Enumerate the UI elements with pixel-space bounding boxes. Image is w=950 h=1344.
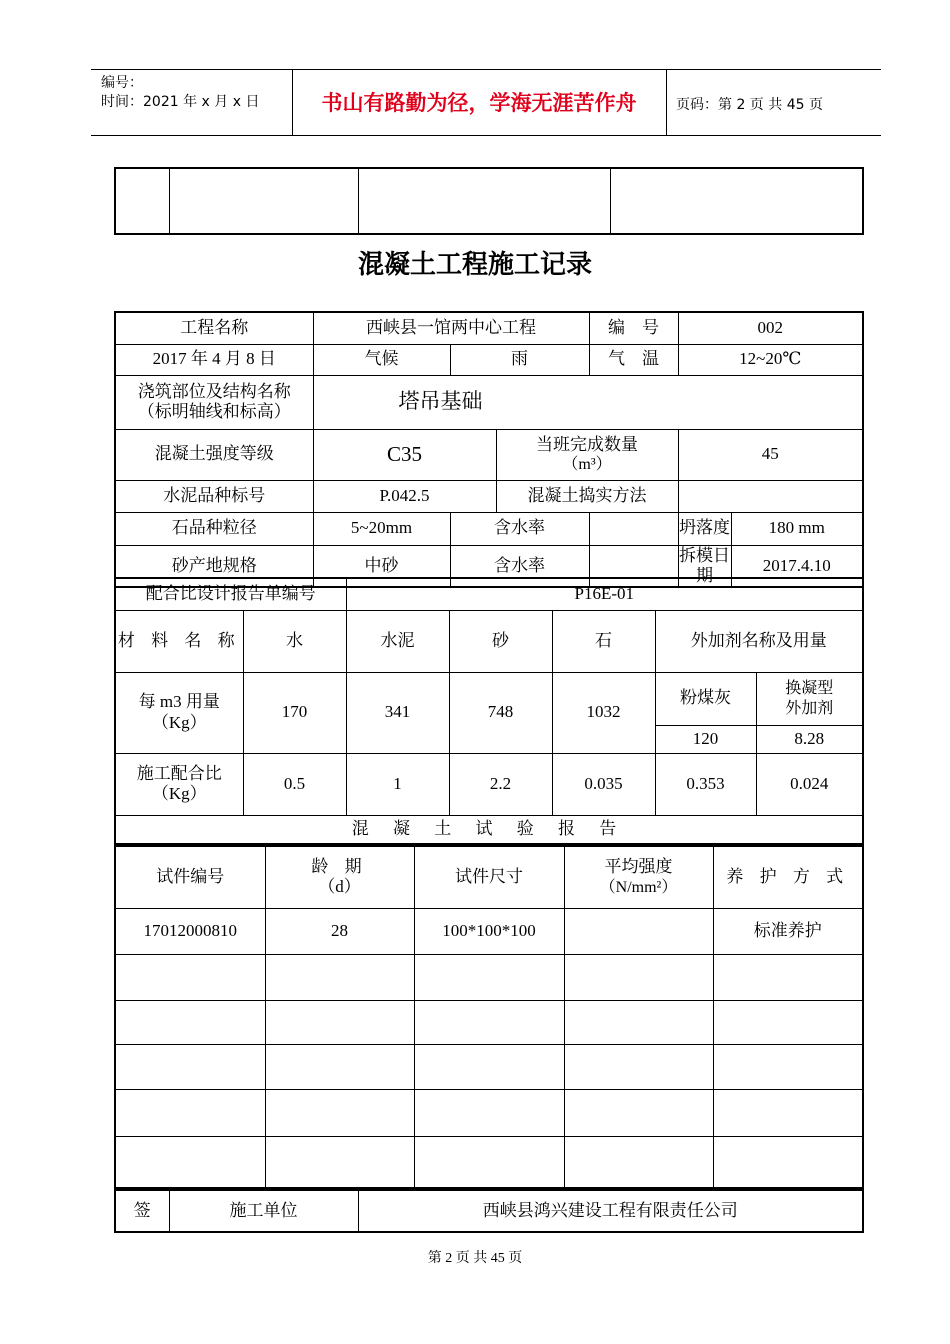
curing-method-header: 养 护 方 式: [713, 846, 863, 908]
stone-moisture-value: [589, 512, 678, 545]
material-additive-header: 外加剂名称及用量: [655, 610, 863, 672]
admixture-label-line2: 外加剂: [785, 699, 834, 717]
mix-design-number-label: 配合比设计报告单编号: [115, 578, 346, 610]
shift-quantity-label-line2: （m³）: [562, 456, 612, 474]
material-sand-header: 砂: [449, 610, 552, 672]
material-name-header: 材 料 名 称: [115, 610, 243, 672]
empty-cell: [713, 1044, 863, 1089]
table-row: [115, 1000, 863, 1044]
empty-cell: [265, 1136, 414, 1188]
empty-cell: [564, 1044, 713, 1089]
sand-spec-label: 砂产地规格: [115, 545, 313, 587]
empty-cell: [414, 954, 564, 1000]
concrete-grade-value: C35: [313, 429, 496, 480]
empty-cell: [564, 1000, 713, 1044]
empty-cell: [564, 1136, 713, 1188]
usage-per-m3-label-line1: 每 m3 用量: [138, 692, 220, 712]
empty-cell: [265, 954, 414, 1000]
usage-sand: 748: [449, 672, 552, 753]
empty-cell: [564, 1089, 713, 1136]
temperature-value: 12~20℃: [678, 344, 863, 375]
shift-quantity-value: 45: [678, 429, 863, 480]
test-report-title: 混 凝 土 试 验 报 告: [115, 815, 863, 844]
ratio-flyash: 0.353: [655, 753, 756, 815]
usage-stone: 1032: [552, 672, 655, 753]
ratio-stone: 0.035: [552, 753, 655, 815]
stone-moisture-label: 含水率: [450, 512, 589, 545]
usage-per-m3-label-line2: （Kg）: [151, 712, 207, 732]
flyash-value: 120: [655, 725, 756, 753]
avg-strength-header: [564, 846, 713, 908]
empty-cell: [115, 1136, 265, 1188]
flyash-label: 粉煤灰: [655, 672, 756, 725]
slump-value: 180 mm: [731, 512, 863, 545]
header-number-label: 编号：: [101, 75, 143, 91]
slump-label: 坍落度: [678, 512, 731, 545]
table-row: [115, 954, 863, 1000]
curing-method-cell: 标准养护: [713, 908, 863, 954]
empty-cell: [713, 1089, 863, 1136]
specimen-id-header: 试件编号: [115, 846, 265, 908]
project-info-table: [114, 311, 864, 588]
avg-strength-header-line2: （N/mm²）: [599, 878, 678, 896]
header-divider-right: [666, 69, 667, 135]
document-title: 混凝土工程施工记录: [357, 250, 592, 280]
empty-cell: [713, 1136, 863, 1188]
project-number-value: 002: [678, 312, 863, 344]
header-bottom-rule: [91, 135, 881, 136]
table-row: [115, 1136, 863, 1188]
cement-type-value: P.042.5: [313, 480, 496, 512]
test-report-table: [114, 845, 864, 1189]
empty-cell: [713, 954, 863, 1000]
fragment-cell: [115, 168, 169, 234]
age-header: [265, 846, 414, 908]
compaction-method-value: [678, 480, 863, 512]
empty-cell: [115, 954, 265, 1000]
age-header-line2: （d）: [318, 877, 361, 897]
empty-cell: [564, 954, 713, 1000]
sign-label: 签: [115, 1190, 169, 1232]
empty-cell: [414, 1000, 564, 1044]
admixture-label-line1: 换凝型: [785, 680, 834, 698]
shift-quantity-label: [496, 429, 678, 480]
stone-size-label: 石品种粒径: [115, 512, 313, 545]
mix-design-number-value: P16E-01: [346, 578, 863, 610]
ratio-sand: 2.2: [449, 753, 552, 815]
usage-per-m3-label: [115, 672, 243, 753]
specimen-size-cell: 100*100*100: [414, 908, 564, 954]
temperature-label: 气 温: [589, 344, 678, 375]
avg-strength-header-line1: 平均强度: [604, 857, 673, 877]
pour-location-value: 塔吊基础: [313, 375, 863, 429]
admixture-label: [756, 672, 863, 725]
construction-ratio-label-line2: （Kg）: [151, 784, 207, 803]
fragment-cell: [358, 168, 610, 234]
sand-moisture-label: 含水率: [450, 545, 589, 587]
construction-unit-label: 施工单位: [169, 1190, 358, 1232]
sand-spec-value: 中砂: [313, 545, 450, 587]
material-stone-header: 石: [552, 610, 655, 672]
age-cell: 28: [265, 908, 414, 954]
fragment-cell: [169, 168, 358, 234]
empty-cell: [265, 1000, 414, 1044]
signature-table: [114, 1189, 864, 1233]
project-number-label: 编 号: [589, 312, 678, 344]
admixture-value: 8.28: [756, 725, 863, 753]
project-name-label: 工程名称: [115, 312, 313, 344]
demold-date-label: 拆模日期: [678, 545, 731, 587]
mix-ratio-table: [114, 577, 864, 845]
empty-cell: [414, 1136, 564, 1188]
empty-cell: [414, 1044, 564, 1089]
cement-type-label: 水泥品种标号: [115, 480, 313, 512]
construction-ratio-label: [115, 753, 243, 815]
empty-cell: [414, 1089, 564, 1136]
header-page-label: 页码：第 2 页 共 45 页: [676, 97, 823, 113]
avg-strength-cell: [564, 908, 713, 954]
concrete-grade-label: 混凝土强度等级: [115, 429, 313, 480]
empty-cell: [265, 1089, 414, 1136]
empty-cell: [115, 1089, 265, 1136]
compaction-method-label: 混凝土捣实方法: [496, 480, 678, 512]
weather-label: 气候: [313, 344, 450, 375]
page-footer: 第 2 页 共 45 页: [427, 1251, 523, 1266]
table-row: [115, 1044, 863, 1089]
pour-location-label: [115, 375, 313, 429]
age-header-line1: 龄 期: [311, 856, 368, 876]
weather-value: 雨: [450, 344, 589, 375]
usage-cement: 341: [346, 672, 449, 753]
shift-quantity-label-line1: 当班完成数量: [536, 434, 638, 454]
empty-cell: [115, 1000, 265, 1044]
construction-unit-value: 西峡县鸿兴建设工程有限责任公司: [358, 1190, 863, 1232]
material-water-header: 水: [243, 610, 346, 672]
empty-cell: [713, 1000, 863, 1044]
usage-water: 170: [243, 672, 346, 753]
previous-page-fragment-table: [114, 167, 864, 235]
ratio-admixture: 0.024: [756, 753, 863, 815]
stone-size-value: 5~20mm: [313, 512, 450, 545]
empty-cell: [115, 1044, 265, 1089]
project-name-value: 西峡县一馆两中心工程: [313, 312, 589, 344]
construction-ratio-label-line1: 施工配合比: [136, 763, 222, 783]
specimen-size-header: 试件尺寸: [414, 846, 564, 908]
header-motto: 书山有路勤为径，学海无涯苦作舟: [321, 91, 637, 115]
pour-location-label-line1: 浇筑部位及结构名称: [137, 381, 291, 401]
fragment-cell: [610, 168, 863, 234]
pour-location-label-line2: （标明轴线和标高）: [137, 402, 291, 421]
record-date: 2017 年 4 月 8 日: [115, 344, 313, 375]
specimen-id-cell: 17012000810: [115, 908, 265, 954]
header-time-label: 时间：2021 年 x 月 x 日: [101, 94, 260, 110]
material-cement-header: 水泥: [346, 610, 449, 672]
ratio-cement: 1: [346, 753, 449, 815]
empty-cell: [265, 1044, 414, 1089]
demold-date-value: 2017.4.10: [731, 545, 863, 587]
table-row: [115, 1089, 863, 1136]
ratio-water: 0.5: [243, 753, 346, 815]
